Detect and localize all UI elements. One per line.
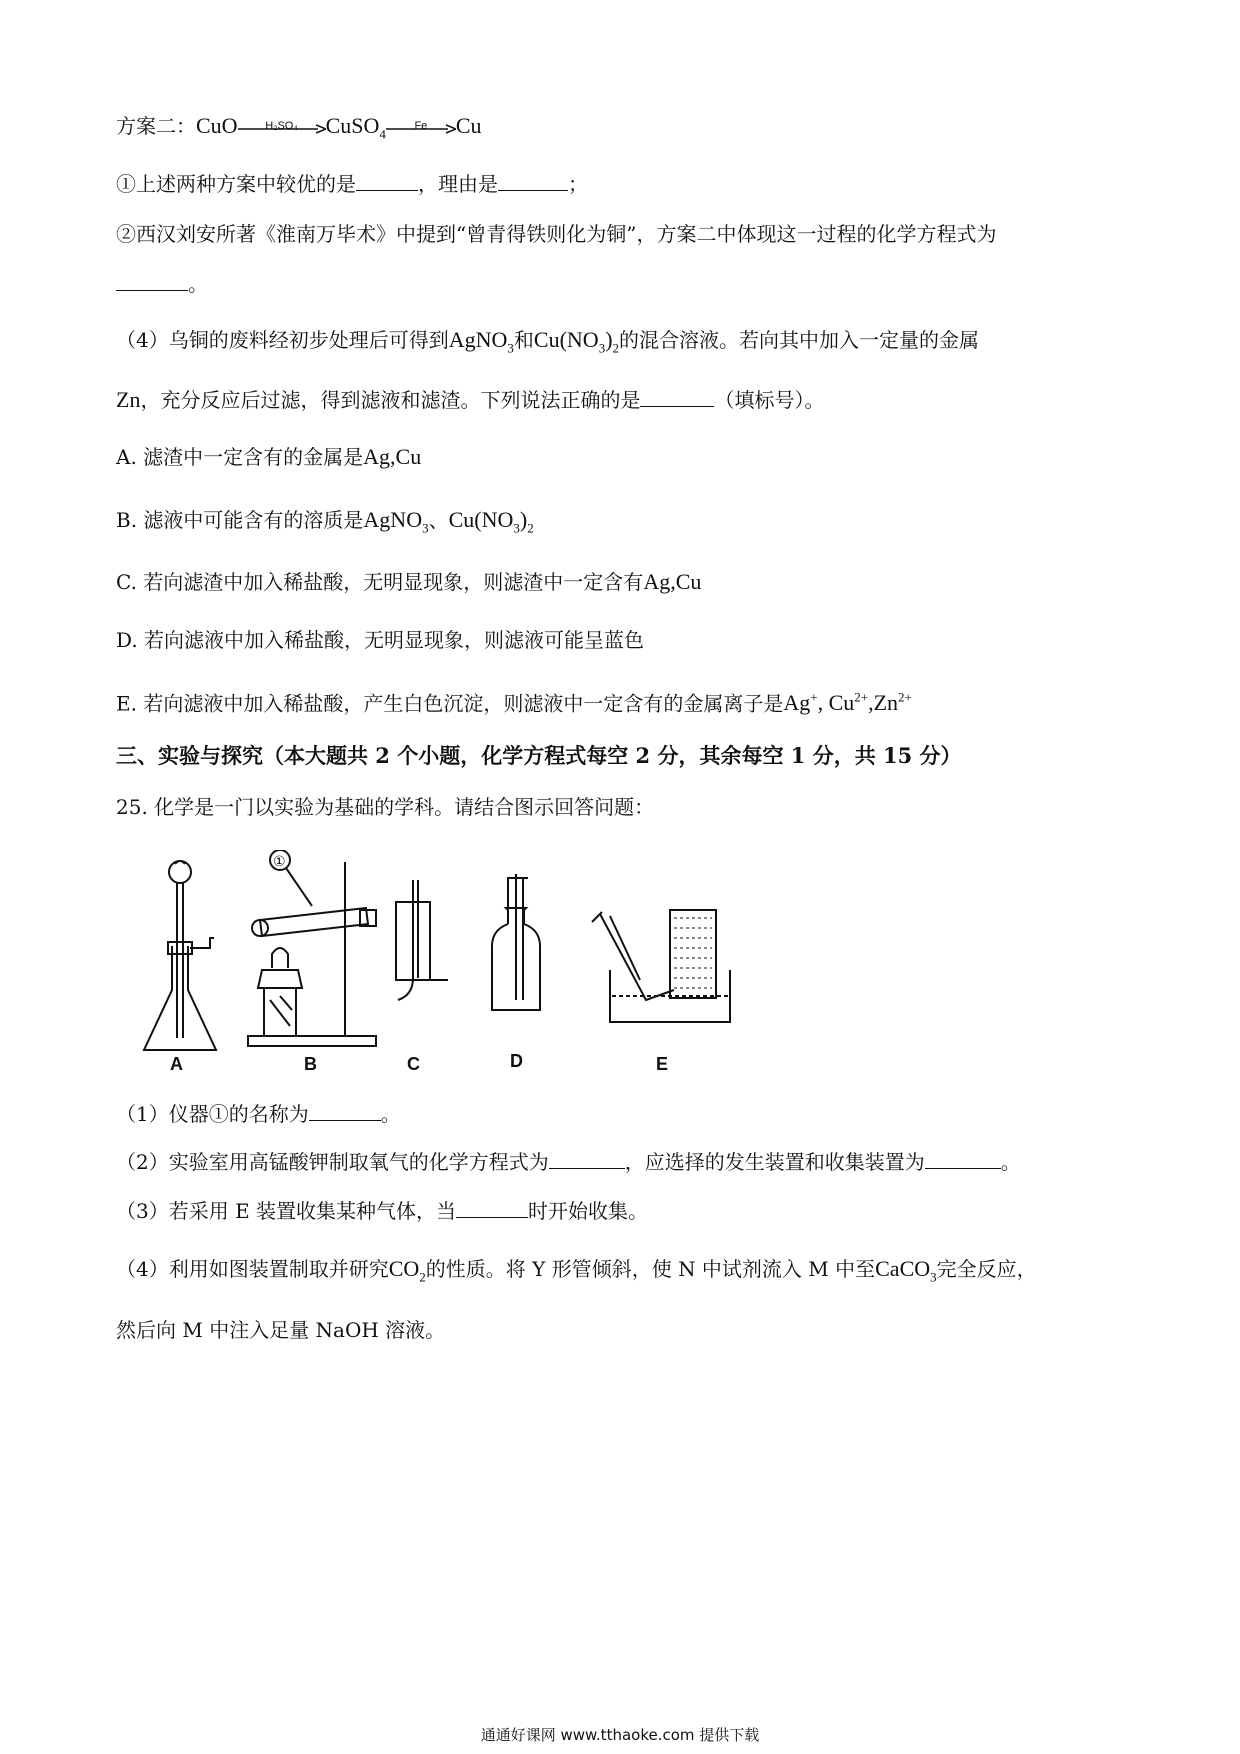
- q3-line3: [116, 270, 208, 298]
- q3-line2: [116, 220, 996, 248]
- formula-co2: $CO_2$: [388, 1256, 426, 1285]
- option-a-text: A. 滤渣中一定含有的金属是: [116, 445, 364, 469]
- part3-text-a: （3）若采用 E 装置收集某种气体，当: [116, 1199, 457, 1223]
- reagent-label-1: H₂SO₄: [265, 119, 298, 132]
- reagent-label-2: Fe: [414, 119, 428, 132]
- option-b-formula-2: $Cu(NO_3)_2$: [448, 507, 534, 536]
- part1-text-b: 。: [380, 1102, 401, 1126]
- option-b-text: B. 滤液中可能含有的溶质是: [116, 508, 364, 532]
- formula-zn: Zn: [116, 387, 141, 412]
- answer-blank[interactable]: [356, 170, 418, 191]
- q3-text-b: ，理由是: [418, 172, 498, 196]
- answer-blank[interactable]: [498, 170, 568, 191]
- q4-text-line2: ，充分反应后过滤，得到滤液和滤渣。下列说法正确的是: [140, 388, 641, 412]
- formula-caco3: CaCO$_3$: [875, 1256, 937, 1285]
- answer-blank[interactable]: [116, 270, 188, 291]
- page-footer: 通通好课网 www.tthaoke.com 提供下载: [480, 1726, 760, 1744]
- q4-text-a: （4）乌铜的废料经初步处理后可得到: [116, 328, 449, 352]
- reaction-arrow-2: [386, 114, 456, 142]
- instrument-marker: ①: [273, 854, 286, 870]
- q4-text-b: 的混合溶液。若向其中加入一定量的金属: [619, 328, 980, 352]
- option-c: [116, 568, 701, 596]
- apparatus-d-jar: [492, 874, 540, 1010]
- q3-line1: [116, 170, 588, 198]
- answer-blank[interactable]: [549, 1148, 625, 1169]
- q4-line1: [116, 326, 979, 362]
- option-e: [116, 684, 912, 717]
- label-e: E: [656, 1054, 669, 1070]
- formula-cuno32: $Cu(NO_3)_2$: [533, 327, 620, 356]
- apparatus-e-trough: [592, 910, 730, 1022]
- part2-text-c: 。: [1000, 1150, 1021, 1174]
- option-a-formula: Ag,Cu: [363, 444, 422, 469]
- part2-text-b: ，应选择的发生装置和收集装置为: [624, 1150, 925, 1174]
- option-b-formula-1: AgNO$_3$: [363, 507, 429, 536]
- apparatus-b-stand: [248, 850, 376, 1046]
- formula-cuso4: CuSO$_4$: [325, 113, 386, 142]
- option-d: [116, 626, 644, 654]
- apparatus-a-flask: [144, 861, 216, 1050]
- option-e-ions: Ag+, $Cu^{2+},Zn^{2+}$: [783, 690, 912, 716]
- apparatus-c-jar: [396, 880, 448, 1000]
- part2-text-a: （2）实验室用高锰酸钾制取氧气的化学方程式为: [116, 1150, 549, 1174]
- label-a: A: [170, 1054, 183, 1070]
- q4-text-end: （填标号）。: [714, 388, 825, 412]
- label-b: B: [304, 1054, 317, 1070]
- q4-line2: [116, 386, 824, 414]
- answer-blank[interactable]: [309, 1100, 381, 1121]
- scheme-two-line: [116, 112, 482, 148]
- label-d: D: [510, 1051, 523, 1070]
- q25-part4: [116, 1255, 1037, 1291]
- option-c-formula: Ag,Cu: [643, 569, 702, 594]
- option-c-text: C. 若向滤渣中加入稀盐酸，无明显现象，则滤渣中一定含有: [116, 570, 644, 594]
- option-a: [116, 443, 421, 471]
- part1-text-a: （1）仪器①的名称为: [116, 1102, 309, 1126]
- part4-text-c: 完全反应，: [936, 1257, 1037, 1281]
- q3-text-line2: ②西汉刘安所著《淮南万毕术》中提到“曾青得铁则化为铜”，方案二中体现这一过程的化学方程式为: [116, 222, 997, 246]
- q25-part3: [116, 1197, 648, 1225]
- lab-apparatus-figure: [130, 850, 830, 1070]
- part4-text-b: 的性质。将 Y 形管倾斜，使 N 中试剂流入 M 中至: [425, 1257, 876, 1281]
- q4-text-he: 和: [513, 328, 534, 352]
- option-b-sep: 、: [428, 508, 449, 532]
- option-e-text: E. 若向滤液中加入稀盐酸，产生白色沉淀，则滤液中一定含有的金属离子是: [116, 691, 784, 716]
- q25-part4-line2: 然后向 M 中注入足量 NaOH 溶液。: [116, 1318, 446, 1342]
- q3-text-a: ①上述两种方案中较优的是: [116, 172, 356, 196]
- answer-blank[interactable]: [925, 1148, 1001, 1169]
- formula-agno3: AgNO$_3$: [448, 327, 514, 356]
- q3-text-c: ；: [568, 172, 588, 196]
- option-d-text: D. 若向滤液中加入稀盐酸，无明显现象，则滤液可能呈蓝色: [116, 628, 645, 652]
- answer-blank[interactable]: [640, 386, 714, 407]
- option-b: [116, 506, 534, 542]
- scheme-label: 方案二：: [116, 114, 196, 138]
- section-heading: 三、实验与探究（本大题共 2 个小题，化学方程式每空 2 分，其余每空 1 分，共 15 分）: [116, 743, 962, 768]
- q25-part1: [116, 1100, 401, 1128]
- q3-text-end: 。: [188, 272, 208, 296]
- answer-blank[interactable]: [456, 1197, 528, 1218]
- q25-part2: [116, 1148, 1021, 1176]
- part3-text-b: 时开始收集。: [528, 1199, 649, 1223]
- label-c: C: [407, 1054, 420, 1070]
- part4-text-a: （4）利用如图装置制取并研究: [116, 1257, 389, 1281]
- formula-cu: Cu: [455, 113, 482, 138]
- reaction-arrow-1: [238, 114, 326, 142]
- formula-cuo: CuO: [196, 113, 238, 138]
- q25-intro: 25. 化学是一门以实验为基础的学科。请结合图示回答问题：: [116, 795, 655, 819]
